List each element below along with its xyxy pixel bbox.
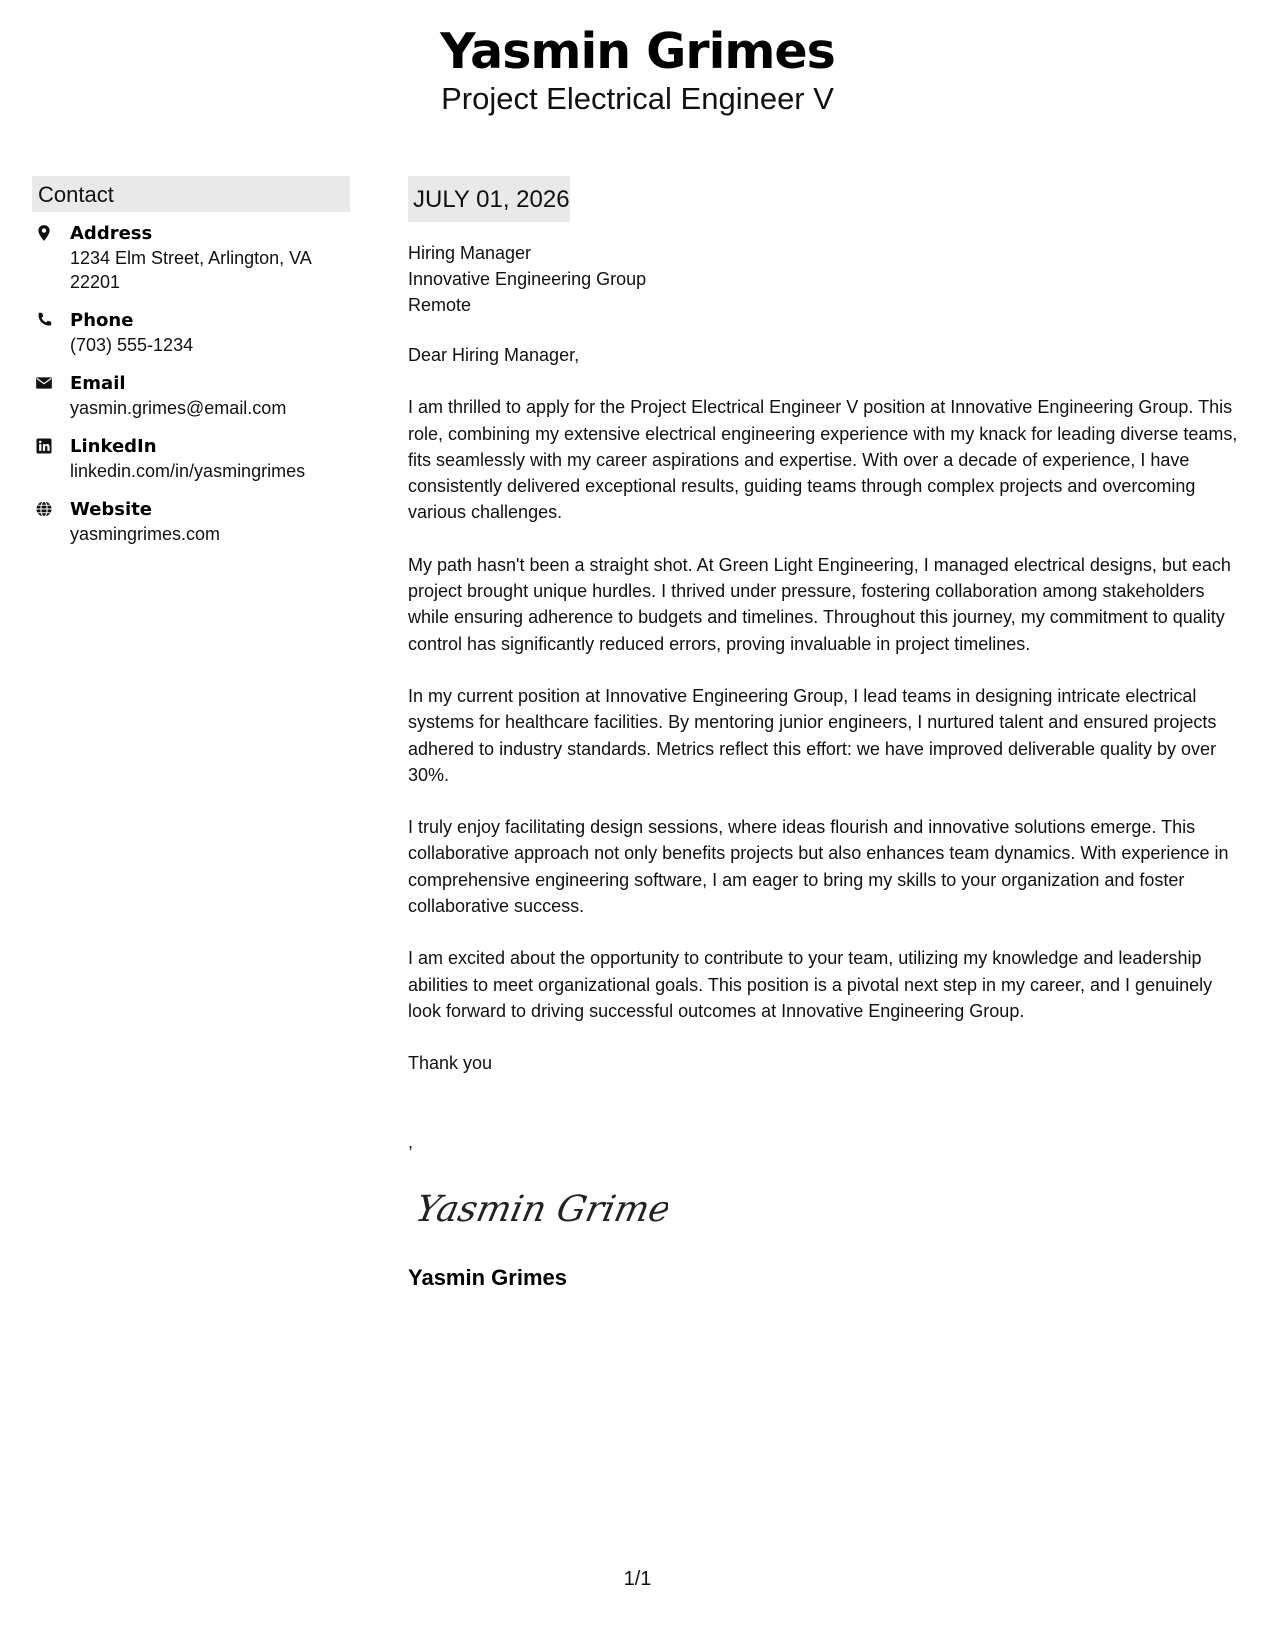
applicant-name: Yasmin Grimes [440, 23, 835, 80]
email-icon [35, 374, 53, 392]
contact-label: Website [70, 499, 153, 520]
linkedin-icon [35, 437, 53, 455]
address-value: 1234 Elm Street, Arlington, VA 22201 [70, 248, 311, 292]
recipient-line: Hiring Manager [408, 243, 532, 263]
contact-item-linkedin [32, 435, 350, 483]
letter-date: JULY 01, 2026 [408, 176, 570, 222]
contact-item-website [32, 498, 350, 546]
contact-item-email [32, 372, 350, 420]
phone-icon [35, 311, 53, 329]
linkedin-value[interactable]: linkedin.com/in/yasmingrimes [70, 461, 306, 481]
closing-comma: , [408, 1131, 414, 1152]
phone-value: (703) 555-1234 [70, 335, 194, 355]
contact-item-address [32, 222, 350, 294]
recipient-block [408, 240, 1248, 318]
body-paragraph: I truly enjoy facilitating design sessions, where ideas flourish and innovative solutions emerge. This collaborative approach not only benefits projects but also enhances team dynamics. With experience in comprehensive engineering software, I am eager to bring my skills to your organization and foster collaborative success. [408, 817, 1229, 917]
letter-header [0, 22, 1275, 118]
body-paragraph: In my current position at Innovative Engineering Group, I lead teams in designing intricate electrical systems for healthcare facilities. By mentoring junior engineers, I nurtured talent and ensured projects adhered to industry standards. Metrics reflect this effort: we have improved deliverable quality by over 30%. [408, 685, 1217, 785]
contact-list [32, 222, 350, 546]
page-number: 1/1 [623, 1568, 652, 1590]
contact-label: LinkedIn [70, 436, 157, 457]
recipient-line: Innovative Engineering Group [408, 269, 647, 289]
recipient-line: Remote [408, 295, 472, 315]
contact-label: Phone [70, 310, 134, 331]
contact-label: Address [70, 223, 153, 244]
letter-body [408, 176, 1248, 1292]
email-value[interactable]: yasmin.grimes@email.com [70, 398, 287, 418]
contact-label: Email [70, 373, 126, 394]
job-title: Project Electrical Engineer V [441, 81, 834, 116]
website-value[interactable]: yasmingrimes.com [70, 524, 221, 544]
svg-text:Yasmin Grimes: Yasmin Grimes [411, 1187, 668, 1230]
location-pin-icon [35, 224, 53, 242]
closing: Thank you [408, 1053, 493, 1074]
body-paragraph: I am thrilled to apply for the Project Electrical Engineer V position at Innovative Engineering Group. This role, combining my extensive electrical engineering experience with my knack for leading diverse teams, fits seamlessly with my career aspirations and expertise. With over a decade of experience, I have consistently delivered exceptional results, guiding teams through complex projects and overcoming various challenges. [408, 397, 1238, 523]
contact-item-phone [32, 309, 350, 357]
greeting: Dear Hiring Manager, [408, 345, 580, 365]
body-paragraph: My path hasn't been a straight shot. At Green Light Engineering, I managed electrical designs, but each project brought unique hurdles. I thrived under pressure, fostering collaboration among stakeholders while ensuring adherence to budgets and timelines. Throughout this journey, my commitment to quality control has significantly reduced errors, proving invaluable in project timelines. [408, 554, 1231, 654]
contact-sidebar [32, 176, 350, 561]
handwritten-signature [408, 1173, 668, 1243]
body-paragraph: I am excited about the opportunity to contribute to your team, utilizing my knowledge and leadership abilities to meet organizational goals. This position is a pivotal next step in my career, and I genuinely look forward to driving successful outcomes at Innovative Engineering Group. [408, 948, 1213, 1021]
signed-name: Yasmin Grimes [408, 1265, 567, 1291]
contact-heading: Contact [32, 176, 350, 212]
globe-icon [35, 500, 53, 518]
